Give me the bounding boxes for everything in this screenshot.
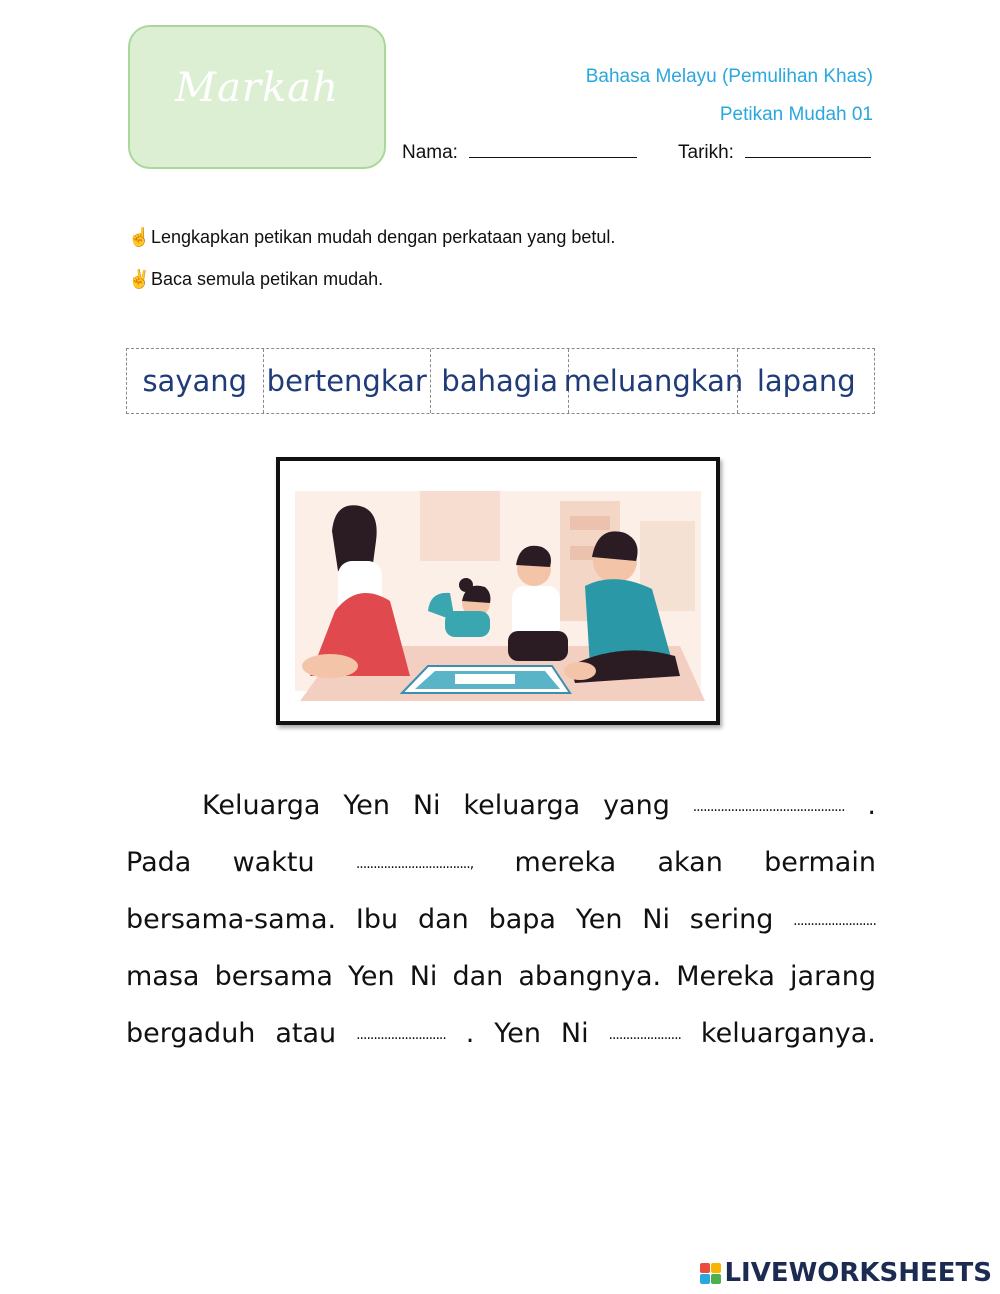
passage-word: dan bbox=[417, 904, 469, 935]
date-label: Tarikh: bbox=[678, 142, 734, 163]
passage-word: Yen bbox=[494, 1018, 541, 1049]
word-bank bbox=[126, 348, 875, 414]
answer-blank[interactable]: ........................ bbox=[793, 913, 876, 929]
passage-word: keluarganya. bbox=[700, 1018, 876, 1049]
passage-line-4 bbox=[126, 961, 876, 992]
passage-line-2 bbox=[126, 847, 876, 878]
subject-title: Bahasa Melayu (Pemulihan Khas) bbox=[585, 66, 873, 87]
pointing-hand-icon: ☝ bbox=[128, 227, 151, 247]
passage-word: atau bbox=[275, 1018, 337, 1049]
passage-word: Yen bbox=[347, 961, 395, 992]
passage-line-5 bbox=[126, 1018, 876, 1049]
instruction-1-text: Lengkapkan petikan mudah dengan perkataan yang betul. bbox=[151, 227, 616, 247]
passage-word: Keluarga bbox=[202, 790, 321, 821]
word-bank-item[interactable]: meluangkan bbox=[569, 349, 738, 413]
family-illustration bbox=[276, 457, 720, 725]
passage-word: waktu bbox=[232, 847, 315, 878]
answer-blank[interactable]: ............................................ bbox=[692, 799, 845, 815]
passage-word: mereka bbox=[514, 847, 617, 878]
date-field bbox=[678, 142, 871, 164]
passage-word: dan bbox=[452, 961, 504, 992]
instruction-2 bbox=[128, 269, 383, 290]
passage-word: Ibu bbox=[355, 904, 399, 935]
answer-blank[interactable]: .......................... bbox=[356, 1027, 446, 1043]
brand-name: LIVEWORKSHEETS bbox=[724, 1258, 992, 1288]
word-bank-item[interactable]: bahagia bbox=[431, 349, 570, 413]
liveworksheets-mark-icon bbox=[700, 1263, 721, 1284]
name-field bbox=[402, 142, 637, 164]
passage-word: bersama bbox=[214, 961, 333, 992]
liveworksheets-logo[interactable] bbox=[700, 1258, 992, 1288]
passage-word: bermain bbox=[764, 847, 876, 878]
passage-word: Yen bbox=[575, 904, 623, 935]
date-blank[interactable] bbox=[745, 142, 871, 158]
instruction-2-text: Baca semula petikan mudah. bbox=[151, 269, 384, 289]
passage-word: . bbox=[465, 1018, 475, 1049]
passage bbox=[126, 790, 876, 1060]
passage-number: Petikan Mudah 01 bbox=[719, 104, 873, 125]
passage-word: bersama-sama. bbox=[126, 904, 337, 935]
answer-blank[interactable]: ..................... bbox=[608, 1027, 681, 1043]
passage-word: bapa bbox=[488, 904, 556, 935]
passage-word: Ni bbox=[412, 790, 441, 821]
passage-line-1 bbox=[202, 790, 876, 821]
word-bank-item[interactable]: bertengkar bbox=[264, 349, 431, 413]
family-board-game-picture bbox=[280, 461, 716, 721]
passage-word: Ni bbox=[560, 1018, 589, 1049]
instruction-1 bbox=[128, 227, 615, 248]
passage-word: yang bbox=[603, 790, 670, 821]
victory-hand-icon: ✌ bbox=[128, 269, 151, 289]
word-bank-item[interactable]: sayang bbox=[127, 349, 264, 413]
passage-line-3 bbox=[126, 904, 876, 935]
passage-word: Ni bbox=[409, 961, 438, 992]
passage-word: jarang bbox=[790, 961, 876, 992]
passage-word: Pada bbox=[126, 847, 192, 878]
answer-blank[interactable]: ................................., bbox=[355, 856, 474, 872]
score-label: Markah bbox=[175, 65, 339, 111]
passage-word: keluarga bbox=[463, 790, 581, 821]
passage-word: Yen bbox=[343, 790, 390, 821]
passage-word: Ni bbox=[642, 904, 670, 935]
word-bank-item[interactable]: lapang bbox=[756, 364, 856, 398]
passage-word: Mereka bbox=[676, 961, 775, 992]
score-box bbox=[128, 25, 386, 169]
passage-word: abangnya. bbox=[518, 961, 662, 992]
passage-word: akan bbox=[657, 847, 723, 878]
name-label: Nama: bbox=[402, 142, 458, 163]
passage-word: sering bbox=[689, 904, 774, 935]
passage-word: masa bbox=[126, 961, 200, 992]
name-blank[interactable] bbox=[469, 142, 637, 158]
passage-word: . bbox=[867, 790, 876, 821]
passage-word: bergaduh bbox=[126, 1018, 256, 1049]
